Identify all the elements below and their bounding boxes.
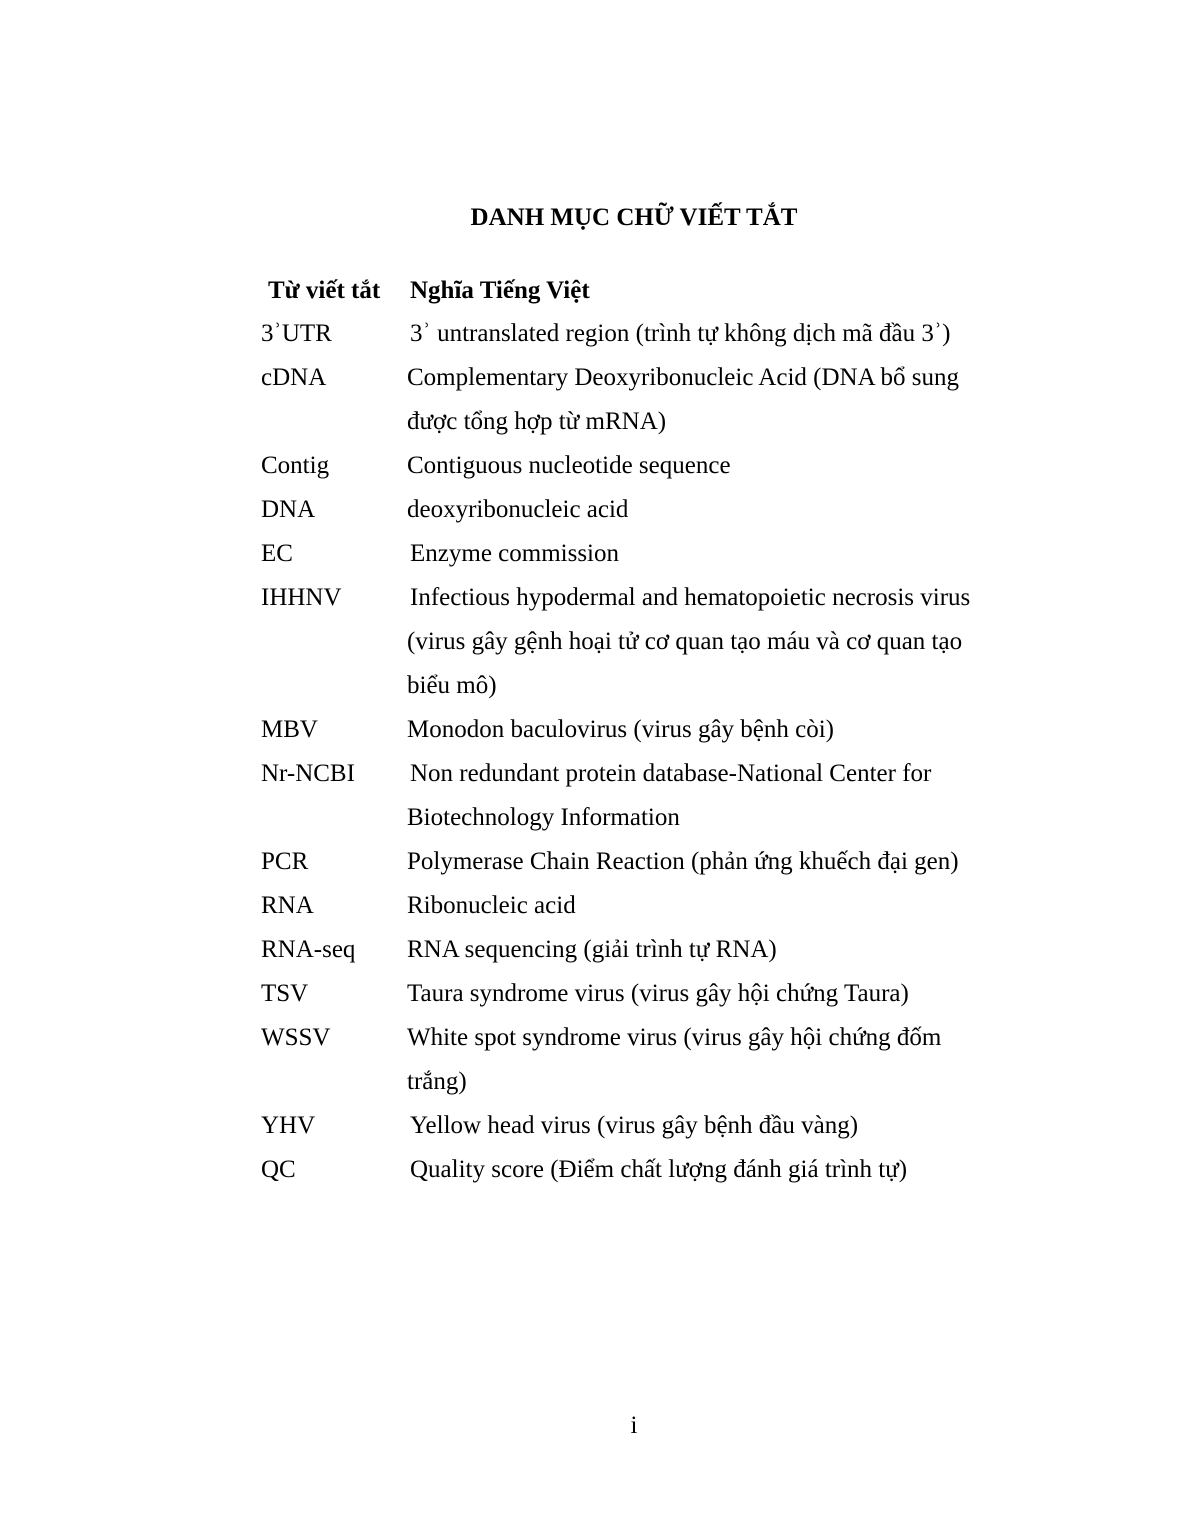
abbreviation-term: YHV <box>261 1112 316 1139</box>
meaning-line: 3ʾ untranslated region (trình tự không dịch mã đầu 3ʾ) <box>410 320 951 347</box>
meaning-line: Polymerase Chain Reaction (phản ứng khuếch đại gen) <box>407 848 959 875</box>
abbreviation-meaning <box>407 884 997 928</box>
abbreviation-term: MBV <box>261 716 318 743</box>
abbreviation-meaning <box>407 972 997 1016</box>
abbreviation-meaning <box>407 488 997 532</box>
meaning-line: Taura syndrome virus (virus gây hội chứng Taura) <box>407 980 909 1007</box>
meaning-line: Enzyme commission <box>410 540 619 567</box>
abbreviation-meaning <box>407 928 997 972</box>
abbreviation-meaning <box>407 752 997 840</box>
header-meaning: Nghĩa Tiếng Việt <box>410 277 590 304</box>
abbreviation-term: EC <box>261 540 293 567</box>
meaning-line: Infectious hypodermal and hematopoietic necrosis virus <box>410 584 971 611</box>
abbreviation-term: RNA-seq <box>261 936 356 963</box>
abbreviation-term: 3ʾUTR <box>261 320 332 347</box>
meaning-line: (virus gây gệnh hoại tử cơ quan tạo máu và cơ quan tạo <box>407 628 963 655</box>
abbreviation-term: cDNA <box>261 364 327 391</box>
list-item <box>0 532 1190 576</box>
list-item <box>0 576 1190 708</box>
meaning-line: trắng) <box>407 1068 467 1095</box>
meaning-line: Biotechnology Information <box>407 804 680 831</box>
abbreviation-meaning <box>407 532 997 576</box>
abbreviation-meaning <box>407 1104 997 1148</box>
abbreviation-term: TSV <box>261 980 309 1007</box>
abbreviation-meaning <box>407 576 997 708</box>
meaning-line: Ribonucleic acid <box>407 892 576 919</box>
meaning-line: RNA sequencing (giải trình tự RNA) <box>407 936 777 963</box>
list-item <box>0 356 1190 444</box>
page-number: i <box>630 1412 638 1439</box>
meaning-line: biểu mô) <box>407 672 497 699</box>
list-item <box>0 1148 1190 1192</box>
list-item <box>0 972 1190 1016</box>
meaning-line: White spot syndrome virus (virus gây hội chứng đốm <box>407 1024 942 1051</box>
meaning-line: deoxyribonucleic acid <box>407 496 629 523</box>
abbreviation-meaning <box>407 1148 997 1192</box>
abbreviation-term: Nr-NCBI <box>261 760 355 787</box>
abbreviation-meaning <box>407 1016 997 1104</box>
meaning-line: Quality score (Điểm chất lượng đánh giá trình tự) <box>410 1156 908 1183</box>
abbreviation-term: Contig <box>261 452 330 479</box>
header-abbreviation: Từ viết tắt <box>268 277 381 304</box>
list-item <box>0 884 1190 928</box>
list-item <box>0 708 1190 752</box>
list-item <box>0 928 1190 972</box>
list-item <box>0 488 1190 532</box>
meaning-line: Monodon baculovirus (virus gây bệnh còi) <box>407 716 835 743</box>
meaning-line: Complementary Deoxyribonucleic Acid (DNA bổ sung <box>407 364 959 391</box>
abbreviation-term: RNA <box>261 892 314 919</box>
abbreviation-meaning <box>407 312 997 356</box>
list-item <box>0 444 1190 488</box>
abbreviation-term: QC <box>261 1156 296 1183</box>
table-header <box>0 273 1190 309</box>
abbreviation-meaning <box>407 708 997 752</box>
abbreviation-term: IHHNV <box>261 584 342 611</box>
abbreviation-list <box>0 312 1190 1192</box>
list-item <box>0 752 1190 840</box>
abbreviation-term: PCR <box>261 848 309 875</box>
abbreviation-term: DNA <box>261 496 316 523</box>
meaning-line: Yellow head virus (virus gây bệnh đầu vàng) <box>410 1112 859 1139</box>
abbreviation-term: WSSV <box>261 1024 331 1051</box>
abbreviation-meaning <box>407 840 997 884</box>
page-title: DANH MỤC CHỮ VIẾT TẮT <box>470 204 798 231</box>
list-item <box>0 1104 1190 1148</box>
abbreviation-meaning <box>407 356 997 444</box>
list-item <box>0 840 1190 884</box>
meaning-line: được tổng hợp từ mRNA) <box>407 408 667 435</box>
meaning-line: Contiguous nucleotide sequence <box>407 452 731 479</box>
meaning-line: Non redundant protein database-National Center for <box>410 760 932 787</box>
list-item <box>0 312 1190 356</box>
abbreviation-meaning <box>407 444 997 488</box>
list-item <box>0 1016 1190 1104</box>
